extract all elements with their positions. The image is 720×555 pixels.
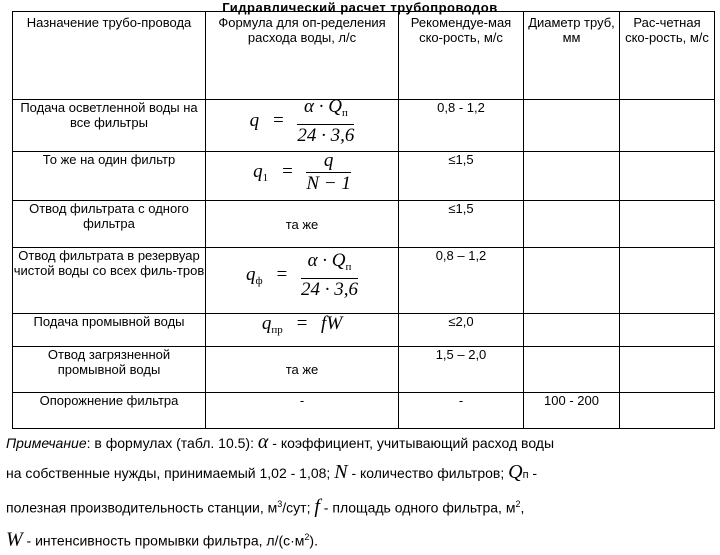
w-symbol: W bbox=[6, 528, 23, 551]
row-purpose: Подача осветленной воды на все фильтры bbox=[13, 100, 206, 152]
row-calc-speed bbox=[620, 152, 715, 201]
row-purpose: Отвод фильтрата в резервуар чистой воды со всех филь-тров bbox=[13, 248, 206, 314]
row-formula: та же bbox=[206, 201, 399, 248]
row-rec-speed: - bbox=[399, 393, 524, 429]
row-diameter bbox=[524, 314, 620, 347]
row-purpose: Отвод загрязненной промывной воды bbox=[13, 347, 206, 393]
row-formula bbox=[206, 248, 399, 314]
table-row bbox=[13, 201, 715, 248]
table-row bbox=[13, 393, 715, 429]
header-row bbox=[13, 12, 715, 100]
row-calc-speed bbox=[620, 100, 715, 152]
row-formula bbox=[206, 314, 399, 347]
row-rec-speed: 0,8 – 1,2 bbox=[399, 248, 524, 314]
table-row bbox=[13, 314, 715, 347]
row-rec-speed: 0,8 - 1,2 bbox=[399, 100, 524, 152]
header-rec-speed: Рекомендуе-мая ско-рость, м/с bbox=[399, 12, 524, 100]
table-row bbox=[13, 152, 715, 201]
row-calc-speed bbox=[620, 314, 715, 347]
row-formula bbox=[206, 96, 399, 152]
row-formula bbox=[206, 152, 399, 201]
header-calc-speed: Рас-четная ско-рость, м/с bbox=[620, 12, 715, 100]
row-rec-speed: ≤1,5 bbox=[399, 201, 524, 248]
q-symbol: Q bbox=[508, 461, 523, 483]
row-calc-speed bbox=[620, 248, 715, 314]
row-diameter bbox=[524, 152, 620, 201]
alpha-symbol: α bbox=[257, 431, 269, 453]
formula-qf: $q_ф$ = $\frac{\alpha \cdot Q_п}{24 \cdot 3,6}$ bbox=[246, 250, 358, 300]
n-symbol: N bbox=[334, 461, 348, 483]
pipeline-table bbox=[12, 11, 715, 429]
row-rec-speed: 1,5 – 2,0 bbox=[399, 347, 524, 393]
table-row bbox=[13, 347, 715, 393]
f-symbol: f bbox=[314, 495, 320, 518]
formula-q1: $q_1$ = $\frac{q}{N - 1}$ bbox=[253, 150, 351, 194]
row-calc-speed bbox=[620, 347, 715, 393]
header-formula: Формула для оп-ределения расхода воды, л/с bbox=[206, 12, 399, 100]
row-purpose: Отвод фильтрата с одного фильтра bbox=[13, 201, 206, 248]
table-row bbox=[13, 100, 715, 152]
row-diameter bbox=[524, 248, 620, 314]
header-diameter: Диаметр труб, мм bbox=[524, 12, 620, 100]
row-purpose: То же на один фильтр bbox=[13, 152, 206, 201]
formula-q: q = $\frac{\alpha \cdot Q_п}{24 \cdot 3,6}$ bbox=[249, 96, 355, 146]
row-purpose: Опорожнение фильтра bbox=[13, 393, 206, 429]
row-calc-speed bbox=[620, 393, 715, 429]
row-diameter bbox=[524, 100, 620, 152]
row-rec-speed: ≤2,0 bbox=[399, 314, 524, 347]
table-note: Примечание: в формулах (табл. 10.5): α - коэффициент, учитывающий расход воды на собственные нужды, принимаемый 1,02 - 1,08; N - количество фильтров; Qп - полезная производительность станции, $м^3$/сут; f - площадь одного фильтра, $м^2$, W - интенсивность промывки фильтра, $л/(с\cdot м^2)$. bbox=[6, 431, 555, 551]
row-formula: - bbox=[206, 393, 399, 429]
header-purpose: Назначение трубо-провода bbox=[13, 12, 206, 100]
row-diameter bbox=[524, 347, 620, 393]
row-purpose: Подача промывной воды bbox=[13, 314, 206, 347]
row-diameter bbox=[524, 201, 620, 248]
row-formula: та же bbox=[206, 347, 399, 393]
note-label: Примечание bbox=[6, 435, 87, 451]
row-rec-speed: ≤1,5 bbox=[399, 152, 524, 201]
formula-qpr: $q_{пр}$ = fW bbox=[261, 313, 343, 336]
row-calc-speed bbox=[620, 201, 715, 248]
table-row bbox=[13, 248, 715, 314]
row-diameter: 100 - 200 bbox=[524, 393, 620, 429]
table-title: Гидравлический расчет трубопроводов bbox=[222, 0, 498, 15]
